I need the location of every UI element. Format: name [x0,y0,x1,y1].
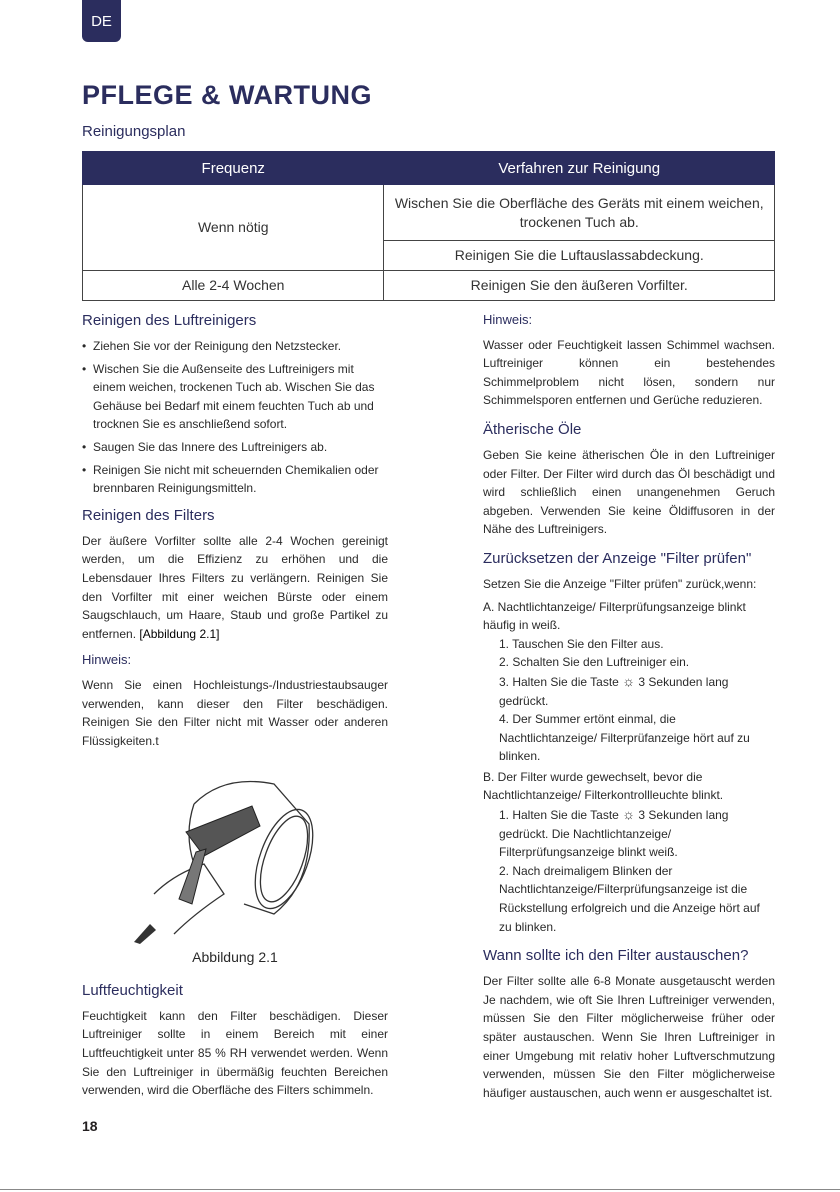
header-frequency: Frequenz [83,152,384,185]
step-a1: 1. Tauschen Sie den Filter aus. [499,636,664,651]
cleaning-list [82,337,388,498]
step-b1 [483,805,775,862]
procedure-cell: Reinigen Sie die Luftauslassabdeckung. [384,241,775,271]
note-heading: Hinweis: [483,312,533,327]
paragraph-text: Der äußere Vorfilter sollte alle 2-4 Wochen gereinigt werden, um die Effizienz zu erhöhen und die Lebensdauer Ihres Filters zu verlängern. Reinigen Sie den Vorfilter mit einer weichen Bürste oder einem Saugschlauch, um Haare, Staub und große Partikel zu entfernen. [82,533,388,641]
right-column [483,311,775,1102]
note-text: Wasser oder Feuchtigkeit lassen Schimmel wachsen. Luftreiniger können ein bestehendes Schimmelproblem nicht lösen, sondern nur Schimmelsporen entfernen und Gerüche reduzieren. [483,337,775,408]
oils-text: Geben Sie keine ätherischen Öle in den Luftreiniger oder Filter. Der Filter wird durch das Öl beschädigt und wird schließlich einen unangenehmen Geruch abgeben. Verwenden Sie keine Öldiffusoren in der Nähe des Luftreinigers. [483,447,775,537]
frequency-cell: Alle 2-4 Wochen [83,271,384,301]
section-heading: Ätherische Öle [483,420,582,438]
cleaning-plan-heading: Reinigungsplan [82,123,186,140]
step-text: 3 Sekunden lang gedrückt. [499,674,729,708]
header-procedure: Verfahren zur Reinigung [384,152,775,185]
frequency-cell: Wenn nötig [83,185,384,271]
section-heading: Reinigen des Luftreinigers [82,312,257,329]
section-heading: Zurücksetzen der Anzeige "Filter prüfen" [483,549,752,567]
table-header-row [83,152,775,185]
section-heading: Wann sollte ich den Filter austauschen? [483,947,749,965]
case-a: A. Nachtlichtanzeige/ Filterprüfungsanzeige blinkt häufig in weiß. [483,599,746,633]
note-text: Wenn Sie einen Hochleistungs-/Industriestaubsauger verwenden, kann dieser den Filter beschädigen. Reinigen Sie den Filter nicht mit Wasser oder anderen Flüssigkeiten.t [82,677,388,748]
figure-reference: [Abbildung 2.1] [139,626,220,641]
sun-icon: ☼ [622,806,636,823]
left-column [82,311,388,1100]
list-item: • Wischen Sie die Außenseite des Luftreinigers mit einem weichen, trockenen Tuch ab. Wischen Sie das Gehäuse bei Bedarf mit einem feuchten Tuch ab und trocknen Sie es anschließend sofort. [82,360,388,434]
table-row [83,185,775,241]
procedure-cell: Reinigen Sie den äußeren Vorfilter. [384,271,775,301]
language-tab: DE [82,0,121,42]
cleaning-plan-table [82,151,775,301]
step-text: 3 Sekunden lang gedrückt. Die Nachtlichtanzeige/ Filterprüfungsanzeige blinkt weiß. [499,808,729,860]
table-row [83,271,775,301]
footer-divider [0,1189,840,1190]
step-text: 1. Halten Sie die Taste [499,808,619,823]
sun-icon: ☼ [622,672,636,689]
note-heading: Hinweis: [82,652,132,668]
page-title: PFLEGE & WARTUNG [82,80,372,110]
step-text: 3. Halten Sie die Taste [499,674,619,689]
list-item: • Saugen Sie das Innere des Luftreinigers ab. [82,438,388,457]
list-item: • Reinigen Sie nicht mit scheuernden Chemikalien oder brennbaren Reinigungsmitteln. [82,461,388,498]
page-number: 18 [82,1118,98,1134]
reset-intro: Setzen Sie die Anzeige "Filter prüfen" zurück,wenn: [483,576,757,591]
step-a4: 4. Der Summer ertönt einmal, die Nachtlichtanzeige/ Filterprüfanzeige hört auf zu blinken. [499,712,750,764]
section-heading: Reinigen des Filters [82,506,215,524]
step-b2: 2. Nach dreimaligem Blinken der Nachtlichtanzeige/Filterprüfungsanzeige ist die Rückstellung erfolgreich und die Anzeige hört auf zu blinken. [499,863,760,934]
list-item: • Ziehen Sie vor der Reinigung den Netzstecker. [82,337,388,356]
step-a3 [483,672,775,710]
filter-brush-illustration [134,764,324,944]
humidity-text: Feuchtigkeit kann den Filter beschädigen. Dieser Luftreiniger sollte in einem Bereich mit einer Luftfeuchtigkeit unter 85 % RH verwendet werden. Wenn Sie den Luftreiniger in übermäßig feuchten Bereichen verwenden, wird die Oberfläche des Filters schimmeln. [82,1008,388,1098]
filter-paragraph [82,532,388,644]
procedure-cell: Wischen Sie die Oberfläche des Geräts mit einem weichen, trockenen Tuch ab. [384,185,775,241]
replace-text: Der Filter sollte alle 6-8 Monate ausgetauscht werden Je nachdem, wie oft Sie Ihren Luftreiniger verwenden, müssen Sie den Filter möglicherweise früher oder später austauschen. Wenn Sie Ihren Luftreiniger in einer Umgebung mit relativ hoher Luftverschmutzung verwenden, müssen Sie den Filter möglicherweise häufiger austauschen, auch wenn er ausgeschaltet ist. [483,974,775,1100]
step-a2: 2. Schalten Sie den Luftreiniger ein. [499,655,690,670]
case-b: B. Der Filter wurde gewechselt, bevor die Nachtlichtanzeige/ Filterkontrollleuchte blinkt. [483,769,724,803]
section-heading: Luftfeuchtigkeit [82,981,183,999]
figure-caption: Abbildung 2.1 [192,949,278,966]
